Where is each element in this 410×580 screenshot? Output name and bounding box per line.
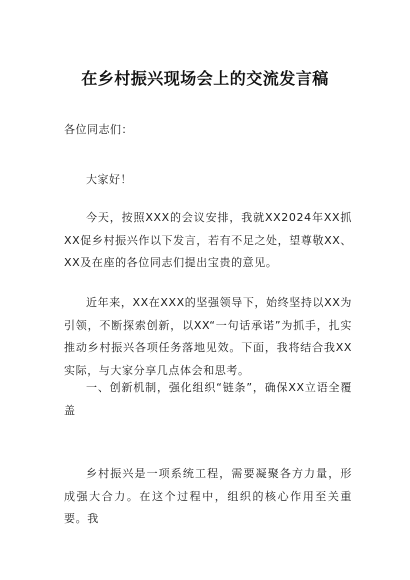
paragraph-section-1: 乡村振兴是一项系统工程，需要凝聚各方力量，形成强大合力。在这个过程中，组织的核心作用至关重要。我 [64,467,352,525]
section-heading-1: 一、创新机制，强化组织“链条”，确保XX立语全覆盖 [64,381,352,417]
document-title: 在乡村振兴现场会上的交流发言稿 [81,69,329,88]
paragraph-opening: 今天，按照XXX的会议安排，我就XX2024年XX抓XX促乡村振兴作以下发言，若有不足之处，望尊敬XX、XX及在座的各位同志们提出宝贵的意见。 [64,211,352,269]
salutation: 各位同志们： [64,123,133,136]
paragraph-background: 近年来，XX在XXX的坚强领导下，始终坚持以XX为引领，不断探索创新，以XX“一句话承诺”为抓手，扎实推动乡村振兴各项任务落地见效。下面，我将结合我XX实际，与大家分享几点体会和思考。 [64,296,352,377]
greeting: 大家好！ [86,173,132,186]
